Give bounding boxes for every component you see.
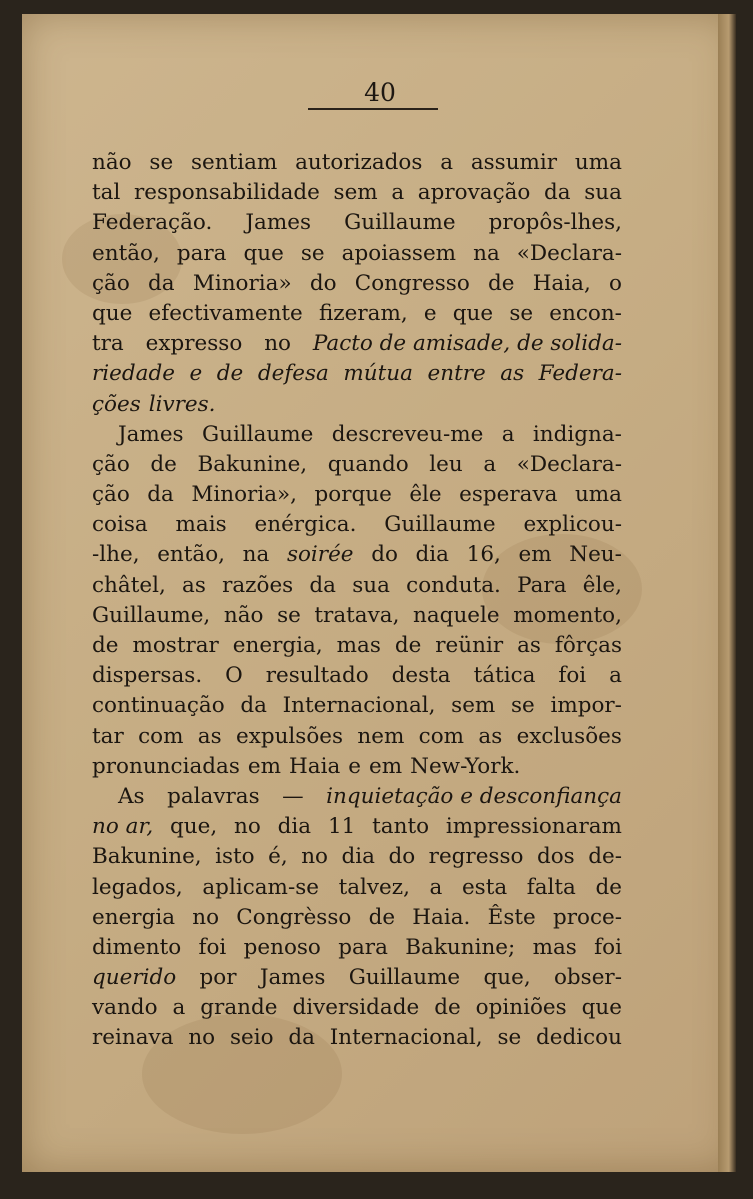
word: Haia: [289, 753, 341, 779]
word: o: [609, 270, 622, 296]
word: uma: [574, 150, 622, 175]
word: as: [500, 361, 525, 387]
word: inquietação e desconfiança: [326, 783, 622, 809]
word: dimento: [92, 934, 182, 960]
word: momento,: [513, 602, 622, 628]
word: êle,: [582, 572, 622, 598]
word: obser-: [553, 965, 622, 991]
word: impor-: [550, 693, 622, 719]
word: ção: [92, 482, 130, 508]
text-line: [92, 239, 622, 269]
word: em: [369, 753, 403, 779]
word: Guillaume: [201, 421, 314, 447]
text-line: [92, 480, 622, 510]
word: para: [338, 934, 388, 960]
word: uma: [574, 482, 622, 508]
word: as: [478, 723, 503, 749]
word: James: [118, 421, 184, 447]
word: expulsões: [235, 723, 344, 749]
word: que: [581, 995, 622, 1021]
word: de: [595, 874, 622, 900]
word: Internacional,: [282, 693, 436, 719]
text-line: [92, 722, 622, 752]
word: Guillaume: [344, 210, 456, 236]
word: do: [309, 270, 337, 296]
word: Guillaume: [348, 965, 461, 991]
word: mas: [532, 934, 577, 960]
word: 11: [327, 814, 356, 840]
word: para: [176, 240, 227, 266]
word: que,: [483, 965, 531, 991]
word: no: [301, 844, 328, 870]
word: Internacional,: [329, 1025, 483, 1051]
word: reünir: [435, 633, 504, 658]
word: se: [509, 300, 534, 326]
word: que: [243, 240, 284, 266]
body-text: [92, 148, 622, 1054]
word: porque: [314, 482, 392, 508]
text-line: [92, 329, 622, 359]
word: 16,: [466, 542, 501, 568]
word: de: [150, 451, 177, 477]
word: da: [288, 1025, 315, 1051]
word: dia: [341, 844, 375, 870]
word: mas: [336, 633, 381, 658]
text-line: [92, 359, 622, 389]
word: reinava: [92, 1025, 174, 1051]
word: seio: [229, 1025, 274, 1051]
word: razões: [222, 572, 294, 598]
word: fôrças: [554, 633, 622, 658]
word: James: [259, 965, 326, 991]
word: «Declara-: [516, 451, 622, 477]
word: Congrèsso: [236, 904, 352, 930]
word: esta: [461, 874, 508, 900]
word: de: [92, 633, 119, 658]
text-line: [92, 631, 622, 661]
word: em: [247, 753, 282, 779]
word: desta: [391, 663, 451, 689]
text-line: [92, 601, 622, 631]
word: a: [440, 150, 454, 175]
word: êle: [409, 482, 442, 508]
word: então,: [157, 542, 225, 568]
word: quando: [327, 451, 409, 477]
word: Bakunine,: [92, 844, 202, 870]
word: Para: [517, 572, 567, 598]
word: fizeram,: [318, 300, 408, 326]
text-line: [92, 299, 622, 329]
word: e: [189, 361, 203, 387]
word: e: [423, 300, 437, 326]
word: se: [149, 150, 174, 175]
word: a: [391, 180, 405, 206]
text-line: [92, 993, 622, 1023]
word: a: [609, 663, 622, 689]
page-edge: [718, 14, 736, 1172]
word: na: [473, 240, 500, 266]
word: Êste: [487, 904, 536, 930]
word: pronunciadas: [92, 753, 240, 779]
word: ção: [92, 451, 130, 477]
word: aplicam-se: [202, 874, 319, 900]
word: Bakunine;: [405, 934, 516, 960]
word: Pacto de amisade, de solida-: [312, 331, 622, 357]
word: tra: [92, 331, 124, 357]
word: tanto: [372, 814, 430, 840]
word: tar: [92, 723, 124, 749]
word: querido: [92, 965, 177, 991]
word: com: [418, 723, 465, 749]
word: no: [264, 331, 291, 357]
word: de-: [588, 844, 622, 870]
word: dia: [415, 542, 450, 568]
word: conduta.: [406, 572, 501, 598]
word: coisa: [92, 512, 148, 538]
word: de: [216, 361, 244, 387]
word: resultado: [265, 663, 369, 689]
word: as: [517, 633, 541, 658]
word: se: [277, 602, 301, 628]
word: se: [511, 693, 535, 719]
word: livres.: [148, 391, 216, 417]
word: foi: [594, 934, 622, 960]
word: Federação.: [92, 210, 213, 236]
word: a: [172, 995, 186, 1021]
word: foi: [558, 663, 587, 689]
word: Haia.: [412, 904, 471, 930]
word: isto: [215, 844, 255, 870]
word: aprovação: [417, 180, 531, 206]
word: ção: [92, 270, 130, 296]
word: Bakunine,: [197, 451, 308, 477]
word: dos: [536, 844, 575, 870]
word: por: [199, 965, 237, 991]
word: palavras: [167, 783, 260, 809]
word: impressionaram: [445, 814, 622, 840]
word: indigna-: [532, 421, 622, 447]
word: tal: [92, 180, 121, 206]
word: expresso: [145, 331, 243, 357]
word: responsabilidade: [133, 180, 320, 206]
word: dia: [277, 814, 312, 840]
word: tratava,: [314, 602, 400, 628]
word: «Declara-: [516, 240, 622, 266]
word: entre: [427, 361, 486, 387]
word: a: [483, 451, 497, 477]
word: se: [300, 240, 325, 266]
word: não: [92, 150, 132, 175]
text-line: [92, 782, 622, 812]
word: ções: [92, 391, 141, 417]
word: então,: [92, 240, 160, 266]
header-rule: [308, 108, 438, 110]
word: sem: [451, 693, 496, 719]
text-line: [92, 963, 622, 993]
word: da: [148, 270, 175, 296]
word: leu: [429, 451, 463, 477]
word: enérgica.: [254, 512, 357, 538]
word: Guillaume,: [92, 602, 211, 628]
word: a: [429, 874, 443, 900]
text-line: [92, 1023, 622, 1053]
text-line: [92, 390, 622, 420]
text-line: [92, 510, 622, 540]
word: falta: [526, 874, 576, 900]
word: na: [242, 542, 270, 568]
word: defesa: [257, 361, 329, 387]
word: James: [245, 210, 312, 236]
word: dispersas.: [92, 663, 203, 689]
word: da: [544, 180, 571, 206]
word: se: [497, 1025, 522, 1051]
word: Haia,: [532, 270, 591, 296]
word: nem: [357, 723, 405, 749]
word: sua: [352, 572, 390, 598]
text-line: [92, 752, 622, 782]
word: as: [197, 723, 222, 749]
word: proce-: [552, 904, 622, 930]
word: é,: [268, 844, 288, 870]
word: dedicou: [536, 1025, 622, 1051]
text-line: [92, 933, 622, 963]
word: sentiam: [190, 150, 278, 175]
word: châtel,: [92, 572, 166, 598]
word: sem: [333, 180, 378, 206]
word: -lhe,: [92, 542, 140, 568]
word: do: [371, 542, 398, 568]
text-line: [92, 420, 622, 450]
word: regresso: [428, 844, 524, 870]
word: Neu-: [569, 542, 622, 568]
word: soirée: [286, 542, 354, 568]
text-line: [92, 873, 622, 903]
word: —: [282, 783, 304, 809]
word: O: [225, 663, 243, 689]
word: da: [240, 693, 267, 719]
word: vando: [92, 995, 158, 1021]
word: foi: [198, 934, 227, 960]
word: assumir: [470, 150, 558, 175]
word: não: [223, 602, 264, 628]
word: da: [309, 572, 337, 598]
word: esperava: [459, 482, 558, 508]
word: New-York.: [410, 753, 521, 779]
word: que: [92, 300, 133, 326]
word: As: [118, 783, 145, 809]
word: continuação: [92, 693, 225, 719]
word: de: [487, 270, 515, 296]
word: talvez,: [338, 874, 410, 900]
word: Congresso: [354, 270, 470, 296]
word: Minoria»: [192, 270, 292, 296]
text-line: [92, 842, 622, 872]
word: no ar,: [92, 814, 154, 840]
word: exclusões: [516, 723, 622, 749]
word: energia: [92, 904, 176, 930]
word: de: [368, 904, 396, 930]
word: riedade: [92, 361, 175, 387]
word: Federa-: [538, 361, 622, 387]
word: grande: [200, 995, 278, 1021]
text-line: [92, 450, 622, 480]
word: que,: [170, 814, 218, 840]
word: Guillaume: [384, 512, 496, 538]
word: da: [147, 482, 174, 508]
word: no: [192, 904, 220, 930]
word: naquele: [413, 602, 500, 628]
word: mais: [175, 512, 227, 538]
word: apoiassem: [341, 240, 457, 266]
word: no: [188, 1025, 216, 1051]
word: que: [452, 300, 494, 326]
word: de: [394, 633, 422, 658]
text-line: [92, 148, 622, 178]
word: tática: [473, 663, 536, 689]
word: de: [434, 995, 461, 1021]
word: legados,: [92, 874, 183, 900]
word: energia,: [232, 633, 323, 658]
text-line: [92, 571, 622, 601]
page-number: 40: [364, 78, 396, 107]
word: propôs-lhes,: [488, 210, 622, 236]
word: mútua: [343, 361, 413, 387]
text-line: [92, 661, 622, 691]
word: em: [518, 542, 552, 568]
word: efectivamente: [148, 300, 303, 326]
word: com: [138, 723, 184, 749]
word: as: [182, 572, 206, 598]
word: do: [388, 844, 416, 870]
word: sua: [584, 180, 622, 206]
word: descreveu-me: [331, 421, 484, 447]
text-line: [92, 903, 622, 933]
text-line: [92, 208, 622, 238]
word: explicou-: [523, 512, 622, 538]
text-line: [92, 540, 622, 570]
word: no: [234, 814, 261, 840]
word: opiniões: [475, 995, 567, 1021]
word: a: [501, 421, 515, 447]
text-line: [92, 269, 622, 299]
word: e: [348, 753, 362, 779]
word: autorizados: [295, 150, 423, 175]
text-line: [92, 812, 622, 842]
text-line: [92, 691, 622, 721]
word: diversidade: [292, 995, 420, 1021]
text-line: [92, 178, 622, 208]
word: Minoria»,: [191, 482, 298, 508]
word: encon-: [549, 300, 622, 326]
word: mostrar: [132, 633, 219, 658]
word: penoso: [243, 934, 321, 960]
